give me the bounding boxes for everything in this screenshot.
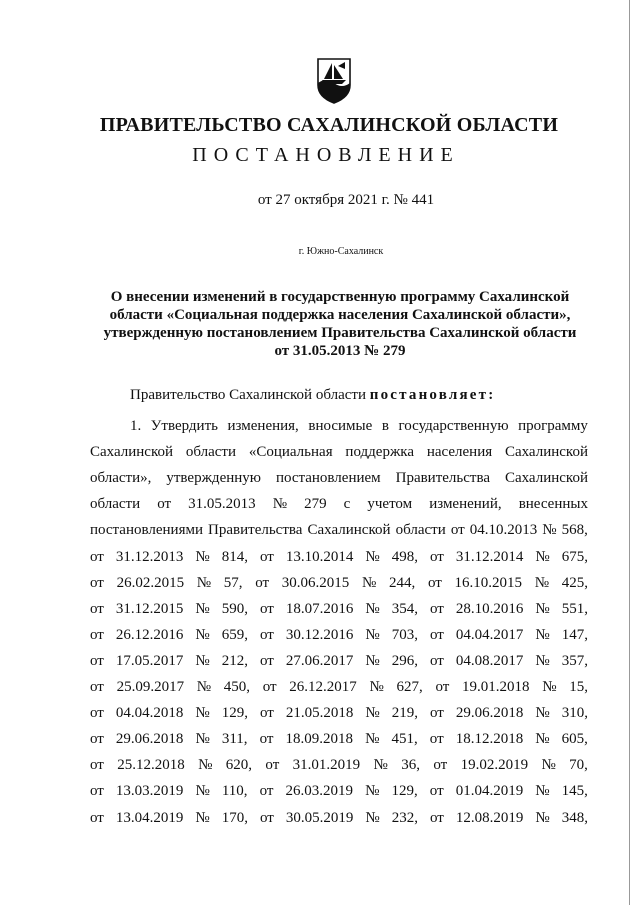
body-word: 26.12.2016 [115, 626, 184, 643]
body-word: от [429, 652, 444, 669]
body-word: Сахалинской [307, 522, 391, 539]
body-word: 04.04.2017 [455, 626, 524, 643]
intro-text: Правительство Сахалинской области [130, 387, 370, 403]
body-word: 620, [225, 757, 253, 774]
body-word: 29.06.2018 [115, 731, 184, 748]
body-word: 110, [221, 783, 248, 800]
document-date-number: от 27 октября 2021 г. № 441 [257, 192, 435, 208]
body-word: 147, [561, 626, 588, 643]
subject-line: О внесении изменений в государственную программу Сахалинской [110, 289, 570, 305]
scan-artifact [629, 0, 630, 905]
body-word: от [259, 600, 274, 617]
body-word: № [195, 731, 210, 748]
body-word: учетом [367, 496, 413, 513]
body-word: 605, [561, 731, 588, 748]
body-word: Сахалинской [504, 470, 588, 487]
body-word: 129, [221, 705, 248, 722]
intro-decree-word: постановляет: [369, 387, 496, 403]
body-word: 18.07.2016 [285, 600, 354, 617]
body-word: в [381, 418, 389, 434]
body-word: 232, [391, 809, 418, 826]
body-word: 30.06.2015 [281, 574, 350, 591]
organization-title: ПРАВИТЕЛЬСТВО САХАЛИНСКОЙ ОБЛАСТИ [99, 114, 559, 136]
body-word: от [157, 496, 172, 513]
body-word: № [535, 652, 550, 669]
body-word: № [365, 548, 380, 565]
body-word: 19.02.2019 [460, 757, 529, 774]
body-word: 296, [391, 652, 418, 669]
body-word: от [90, 757, 104, 774]
body-word: 30.05.2019 [285, 809, 354, 826]
subject-line: утвержденную постановлением Правительства Сахалинской области [103, 325, 577, 341]
body-word: от [90, 600, 104, 617]
body-word: от [429, 626, 444, 643]
body-word: 551, [561, 600, 588, 617]
body-line [90, 810, 588, 827]
body-word: 17.05.2017 [115, 652, 184, 669]
body-word: 70, [569, 757, 588, 774]
body-word: 31.12.2014 [455, 548, 524, 565]
body-word: «Социальная [248, 444, 333, 461]
body-word: 04.04.2018 [115, 705, 184, 722]
document-subject [90, 288, 590, 360]
body-word: № [535, 548, 550, 565]
body-word: № [535, 731, 550, 748]
body-word: 129, [391, 783, 418, 800]
coat-of-arms-icon [314, 57, 354, 105]
body-line [90, 522, 588, 539]
body-word: 348, [561, 809, 588, 826]
body-word: № [365, 600, 380, 617]
body-word: от [90, 679, 104, 695]
body-word: 244, [389, 574, 416, 591]
body-word: от [90, 705, 104, 722]
body-line [90, 627, 588, 644]
body-word: 311, [221, 731, 248, 748]
body-word: 219, [391, 705, 418, 722]
body-word: Правительства [208, 522, 303, 539]
body-word: 26.03.2019 [285, 783, 354, 800]
body-word: 310, [561, 705, 588, 722]
body-word: № [195, 600, 210, 617]
body-word: № [365, 731, 380, 748]
body-word: государственную [398, 418, 509, 434]
body-word: № [365, 626, 380, 643]
body-word: 450, [223, 679, 251, 695]
body-word: области», [90, 470, 152, 487]
body-word: 29.06.2018 [455, 705, 524, 722]
body-word: 13.03.2019 [115, 783, 184, 800]
body-word: от [450, 522, 465, 539]
body-word: Сахалинской [90, 444, 174, 461]
body-word: внесенных [518, 496, 588, 513]
body-word: № [362, 574, 377, 591]
document-type: ПОСТАНОВЛЕНИЕ [192, 144, 460, 166]
body-word: от [259, 652, 274, 669]
body-word: № [369, 679, 384, 695]
body-word: 26.02.2015 [116, 574, 185, 591]
body-word: № [542, 679, 557, 695]
body-word: постановлением [275, 470, 381, 487]
body-word: 1. [130, 418, 142, 434]
body-word: изменения, [227, 418, 299, 434]
body-word: 703, [391, 626, 418, 643]
body-word: № [373, 757, 388, 774]
body-word: № [365, 652, 380, 669]
body-word: от [90, 652, 104, 669]
body-word: от [429, 548, 444, 565]
body-line [90, 679, 588, 696]
body-line [90, 575, 588, 592]
body-word: 26.12.2017 [289, 679, 357, 695]
body-word: 57, [223, 574, 243, 591]
body-line [130, 418, 588, 435]
body-word: от [259, 548, 274, 565]
body-word: № [272, 496, 288, 513]
body-word: 15, [569, 679, 588, 695]
body-word: 01.04.2019 [455, 783, 524, 800]
body-word: от [259, 705, 274, 722]
body-word: 19.01.2018 [462, 679, 530, 695]
body-word: от [429, 705, 444, 722]
body-word: № [535, 600, 550, 617]
body-word: 31.12.2013 [115, 548, 184, 565]
body-word: 357, [561, 652, 588, 669]
body-word: от [90, 731, 104, 748]
body-word: Утвердить [150, 418, 218, 434]
body-word: № [196, 679, 212, 695]
body-line [90, 653, 588, 670]
body-word: 25.12.2018 [117, 757, 185, 774]
body-word: 145, [561, 783, 588, 800]
body-word: № [195, 626, 210, 643]
body-word: от [427, 574, 442, 591]
subject-line: от 31.05.2013 № 279 [274, 343, 406, 359]
body-word: 590, [221, 600, 248, 617]
body-line [90, 496, 588, 513]
body-word: населения [426, 444, 493, 461]
body-word: № [365, 705, 380, 722]
body-word: от [90, 574, 104, 591]
body-word: № [195, 809, 210, 826]
body-word: от [435, 679, 450, 695]
body-line [90, 757, 588, 774]
body-word: № [195, 652, 210, 669]
body-word: 04.08.2017 [455, 652, 524, 669]
body-word: 36, [401, 757, 420, 774]
body-word: № [534, 574, 550, 591]
body-word: от [429, 809, 444, 826]
body-word: 675, [561, 548, 588, 565]
body-word: от [90, 809, 104, 826]
body-word: Сахалинской [504, 444, 588, 461]
body-word: 31.05.2013 [188, 496, 256, 513]
body-word: 31.12.2015 [115, 600, 184, 617]
body-word: № [365, 809, 380, 826]
body-word: постановлениями [90, 522, 203, 539]
body-word: от [259, 626, 274, 643]
body-word: от [429, 783, 444, 800]
body-word: Правительства [395, 470, 491, 487]
body-word: 425, [561, 574, 588, 591]
body-word: утвержденную [166, 470, 261, 487]
body-word: области [395, 522, 446, 539]
body-word: вносимые [308, 418, 373, 434]
body-word: 18.09.2018 [285, 731, 354, 748]
body-line [90, 783, 588, 800]
body-word: № [365, 783, 380, 800]
body-line [90, 470, 588, 487]
body-word: 279 [304, 496, 327, 513]
body-word: от [429, 600, 444, 617]
body-line [90, 705, 588, 722]
body-word: 13.10.2014 [285, 548, 354, 565]
body-word: от [259, 731, 274, 748]
body-word: от [255, 574, 270, 591]
body-word: № [195, 705, 210, 722]
body-word: 04.10.2013 [469, 522, 538, 539]
body-word: от [262, 679, 277, 695]
body-word: 814, [221, 548, 248, 565]
body-word: 627, [396, 679, 423, 695]
body-word: № [535, 626, 550, 643]
intro-paragraph [130, 387, 495, 404]
body-word: 30.12.2016 [285, 626, 354, 643]
body-word: № [195, 783, 210, 800]
body-word: № [535, 705, 550, 722]
body-word: 25.09.2017 [116, 679, 185, 695]
body-word: № [535, 809, 550, 826]
body-word: 451, [391, 731, 418, 748]
body-word: 212, [221, 652, 248, 669]
body-word: 12.08.2019 [455, 809, 524, 826]
body-word: от [90, 626, 104, 643]
body-word: от [90, 783, 104, 800]
subject-line: области «Социальная поддержка населения Сахалинской области», [109, 307, 571, 323]
body-line [90, 549, 588, 566]
body-word: 498, [391, 548, 418, 565]
body-word: 16.10.2015 [454, 574, 523, 591]
body-word: от [265, 757, 280, 774]
body-word: 31.01.2019 [292, 757, 361, 774]
body-word: № [542, 522, 557, 539]
body-word: № [196, 574, 212, 591]
body-word: 18.12.2018 [455, 731, 524, 748]
body-word: № [198, 757, 213, 774]
body-word: 28.10.2016 [455, 600, 524, 617]
body-word: 13.04.2019 [115, 809, 184, 826]
body-word: от [259, 809, 274, 826]
body-line [90, 731, 588, 748]
body-word: от [433, 757, 448, 774]
body-word: с [343, 496, 351, 513]
body-word: 27.06.2017 [285, 652, 354, 669]
body-word: области [90, 496, 141, 513]
city-name: г. Южно-Сахалинск [298, 246, 384, 257]
body-word: программу [518, 418, 588, 434]
body-word: 21.05.2018 [285, 705, 354, 722]
body-word: от [259, 783, 274, 800]
body-word: 659, [221, 626, 248, 643]
body-word: от [429, 731, 444, 748]
body-word: 568, [561, 522, 588, 539]
body-word: № [541, 757, 556, 774]
body-word: 354, [391, 600, 418, 617]
body-word: № [195, 548, 210, 565]
body-line [90, 601, 588, 618]
body-word: № [535, 783, 550, 800]
body-word: поддержка [345, 444, 415, 461]
body-word: области [185, 444, 236, 461]
body-line [90, 444, 588, 461]
body-word: от [90, 548, 104, 565]
body-word: изменений, [429, 496, 502, 513]
body-word: 170, [221, 809, 248, 826]
